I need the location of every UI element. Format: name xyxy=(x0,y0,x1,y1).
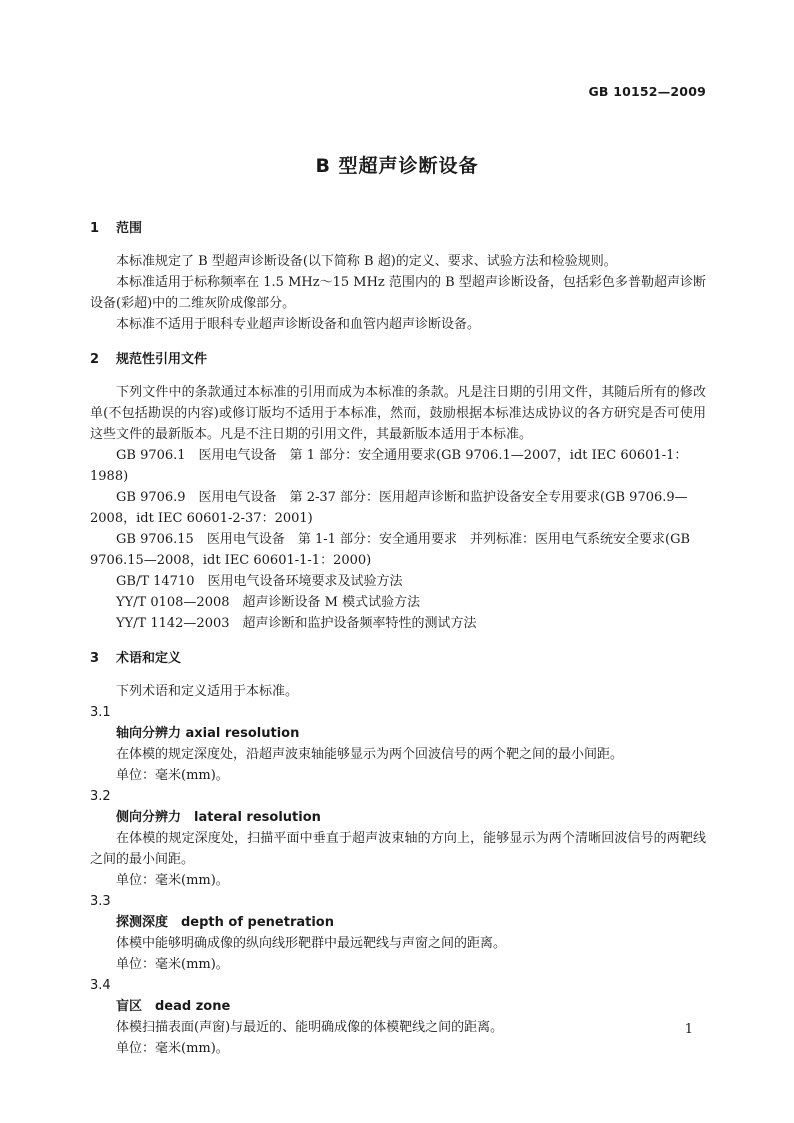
paragraph: 下列术语和定义适用于本标准。 xyxy=(116,684,299,699)
subclause-number: 3.1 xyxy=(90,705,111,720)
term-unit: 单位：毫米(mm)。 xyxy=(116,957,229,972)
standard-number: GB 10152—2009 xyxy=(588,84,706,99)
page-number: 1 xyxy=(684,1022,693,1037)
section-number: 2 xyxy=(90,352,100,367)
document-title: B 型超声诊断设备 xyxy=(315,155,479,177)
reference-item: YY/T 1142—2003 超声诊断和监护设备频率特性的测试方法 xyxy=(116,616,477,631)
paragraph: 本标准适用于标称频率在 1.5 MHz～15 MHz 范围内的 B 型超声诊断设备，包括彩色多普勒超声诊断设备(彩超)中的二维灰阶成像部分。 xyxy=(90,275,706,311)
term-definition: 体模中能够明确成像的纵向线形靶群中最远靶线与声窗之间的距离。 xyxy=(116,936,507,951)
section-title: 术语和定义 xyxy=(116,651,182,666)
term-heading: 侧向分辨力 lateral resolution xyxy=(116,810,321,825)
section-title: 规范性引用文件 xyxy=(116,352,208,367)
term-heading: 轴向分辨力 axial resolution xyxy=(116,726,300,741)
term-unit: 单位：毫米(mm)。 xyxy=(116,1041,229,1056)
paragraph: 下列文件中的条款通过本标准的引用而成为本标准的条款。凡是注日期的引用文件，其随后所有的修改单(不包括勘误的内容)或修订版均不适用于本标准，然而，鼓励根据本标准达成协议的各方研究是否可使用这些文件的最新版本。凡是不注日期的引用文件，其最新版本适用于本标准。 xyxy=(90,385,706,442)
paragraph: 本标准不适用于眼科专业超声诊断设备和血管内超声诊断设备。 xyxy=(116,317,481,332)
section-title: 范围 xyxy=(116,221,143,236)
section-heading xyxy=(90,349,706,370)
reference-item: YY/T 0108—2008 超声诊断设备 M 模式试验方法 xyxy=(116,595,421,610)
reference-item: GB/T 14710 医用电气设备环境要求及试验方法 xyxy=(116,574,403,589)
reference-item: GB 9706.9 医用电气设备 第 2-37 部分：医用超声诊断和监护设备安全专用要求(GB 9706.9—2008，idt IEC 60601-2-37：2001) xyxy=(90,490,688,526)
section-number: 1 xyxy=(90,221,100,236)
reference-item: GB 9706.1 医用电气设备 第 1 部分：安全通用要求(GB 9706.1—2007，idt IEC 60601-1：1988) xyxy=(90,448,688,484)
paragraph: 本标准规定了 B 型超声诊断设备(以下简称 B 超)的定义、要求、试验方法和检验规则。 xyxy=(116,254,617,269)
term-heading: 探测深度 depth of penetration xyxy=(116,915,334,930)
term-unit: 单位：毫米(mm)。 xyxy=(116,768,229,783)
reference-item: GB 9706.15 医用电气设备 第 1-1 部分：安全通用要求 并列标准：医用电气系统安全要求(GB 9706.15—2008，idt IEC 60601-1-1：2000) xyxy=(90,532,691,568)
subclause-number: 3.3 xyxy=(90,894,111,909)
section-heading xyxy=(90,218,706,239)
section-number: 3 xyxy=(90,651,100,666)
term-heading: 盲区 dead zone xyxy=(116,999,231,1014)
term-definition: 在体模的规定深度处，扫描平面中垂直于超声波束轴的方向上，能够显示为两个清晰回波信号的两靶线之间的最小间距。 xyxy=(90,831,706,867)
section-heading xyxy=(90,648,706,669)
subclause-number: 3.2 xyxy=(90,789,111,804)
term-definition: 在体模的规定深度处，沿超声波束轴能够显示为两个回波信号的两个靶之间的最小间距。 xyxy=(116,747,624,762)
document-body xyxy=(90,218,706,1059)
term-unit: 单位：毫米(mm)。 xyxy=(116,873,229,888)
subclause-number: 3.4 xyxy=(90,978,111,993)
term-definition: 体模扫描表面(声窗)与最近的、能明确成像的体模靶线之间的距离。 xyxy=(116,1020,504,1035)
